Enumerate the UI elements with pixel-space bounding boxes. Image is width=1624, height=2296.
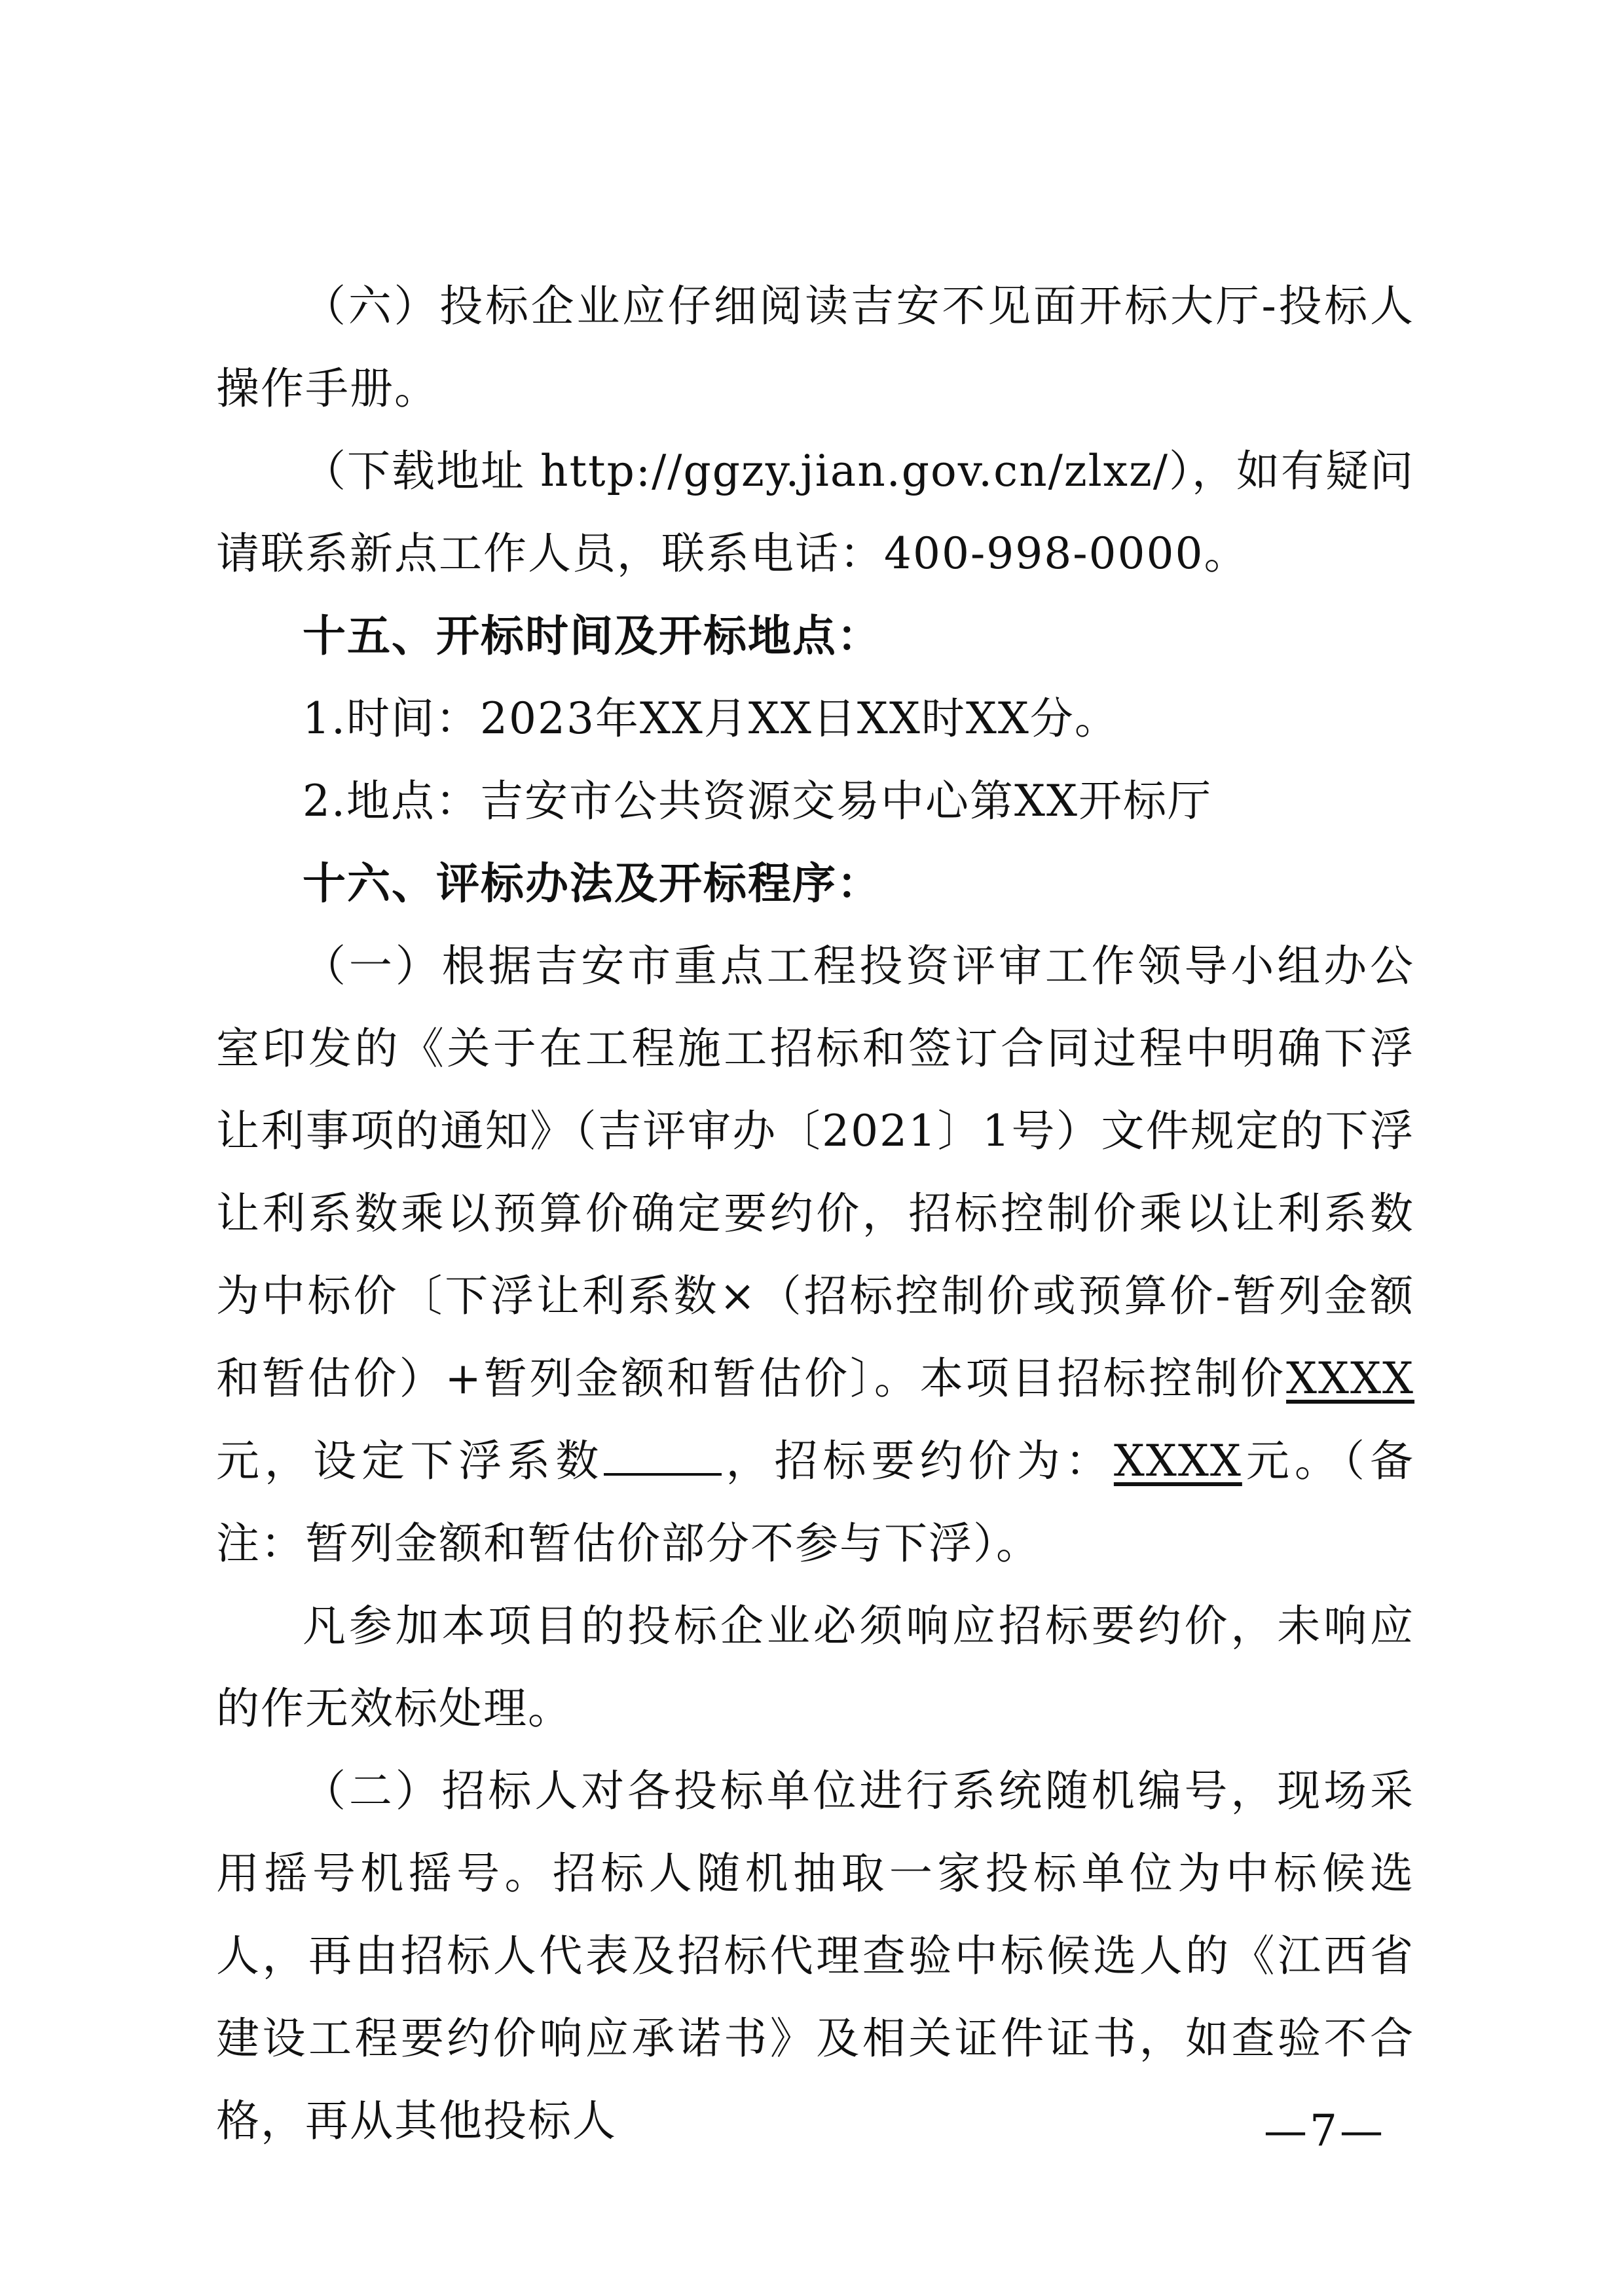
evaluation-text-a: （一）根据吉安市重点工程投资评审工作领导小组办公室印发的《关于在工程施工招标和签订合同过程中明确下浮让利事项的通知》（吉评审办〔2021〕1号）文件规定的下浮让利系数乘以预算价确定要约价，招标控制价乘以让利系数为中标价〔下浮让利系数×（招标控制价或预算价-暂列金额和暂估价）+暂列金额和暂估价〕。本项目招标控制价 [216, 941, 1414, 1404]
page-number: —7— [1264, 2105, 1386, 2156]
paragraph-manual: （六）投标企业应仔细阅读吉安不见面开标大厅-投标人操作手册。 [216, 281, 1414, 414]
evaluation-text-c: ，招标要约价为： [722, 1436, 1114, 1486]
offer-price-amount: XXXX [1113, 1436, 1242, 1486]
evaluation-text-b: 元，设定下浮系数 [216, 1436, 604, 1486]
paragraph-lottery-procedure: （二）招标人对各投标单位进行系统随机编号，现场采用摇号机摇号。招标人随机抽取一家投标单位为中标候选人，再由招标人代表及招标代理查验中标候选人的《江西省建设工程要约价响应承诺书》及相关证件证书，如查验不合格，再从其他投标人 [216, 1766, 1414, 2146]
evaluation-text-d: 元。（备注：暂列金额和暂估价部分不参与下浮）。 [216, 1436, 1415, 1569]
heading-section-15: 十五、开标时间及开标地点： [303, 611, 881, 661]
heading-section-16: 十六、评标办法及开标程序： [303, 858, 881, 909]
discount-coefficient-blank [604, 1434, 722, 1476]
paragraph-evaluation-method [216, 925, 1414, 1585]
bid-opening-location: 2.地点：吉安市公共资源交易中心第XX开标厅 [303, 776, 1212, 826]
document-body [216, 265, 1414, 2162]
paragraph-response-requirement: 凡参加本项目的投标企业必须响应招标要约价，未响应的作无效标处理。 [216, 1601, 1414, 1734]
control-price-amount: XXXX [1286, 1353, 1414, 1404]
paragraph-download-address: （下载地址 http://ggzy.jian.gov.cn/zlxz/），如有疑问请联系新点工作人员，联系电话：400-998-0000。 [216, 446, 1414, 579]
bid-opening-time: 1.时间：2023年XX月XX日XX时XX分。 [303, 693, 1119, 744]
